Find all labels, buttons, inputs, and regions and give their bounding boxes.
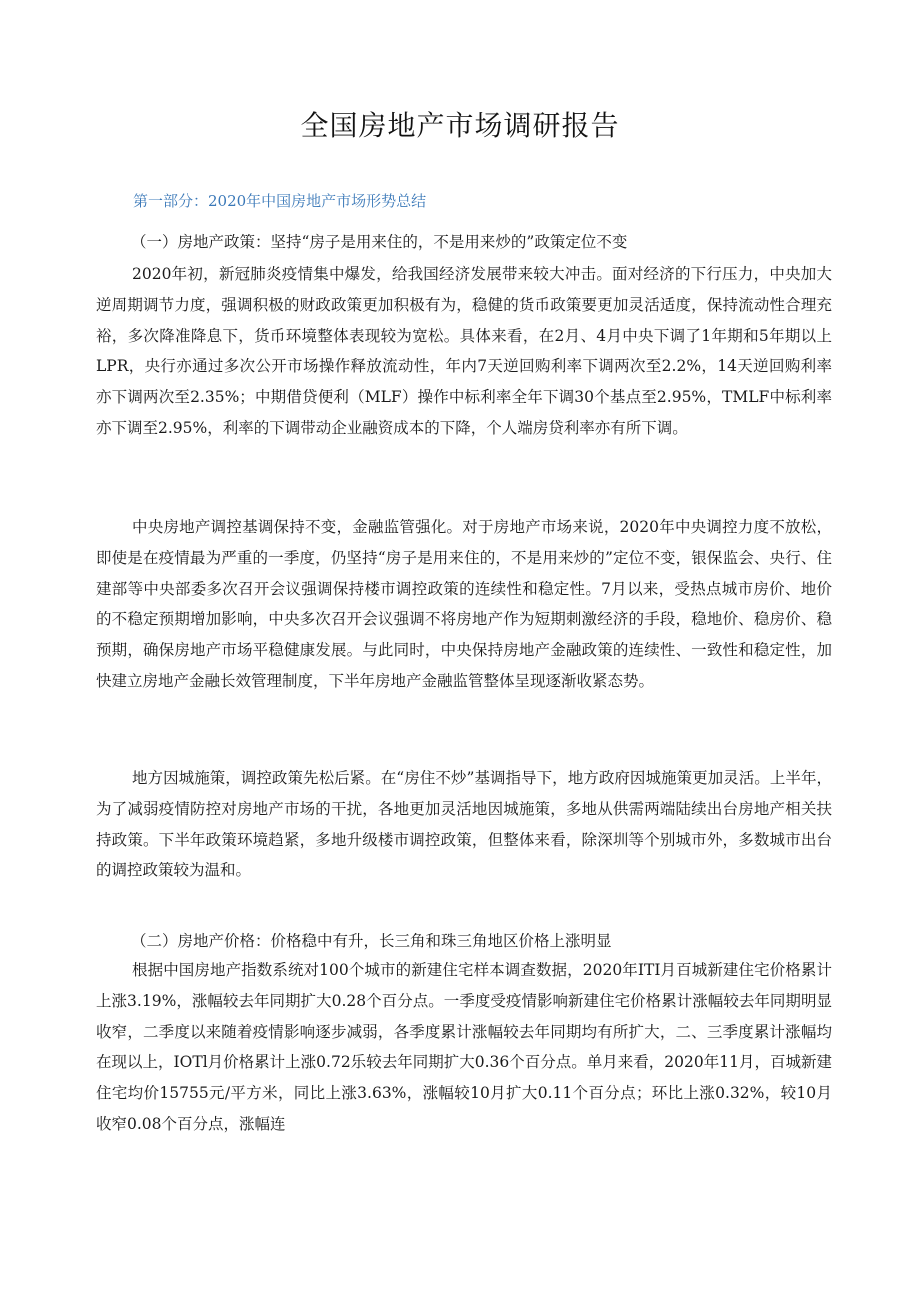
section-1-paragraph-1: 2020年初，新冠肺炎疫情集中爆发，给我国经济发展带来较大冲击。面对经济的下行压力，中央加大逆周期调节力度，强调积极的财政政策更加积极有为，稳健的货币政策要更加灵活适度，保持流动性合理充裕，多次降准降息下，货币环境整体表现较为宽松。具体来看，在2月、4月中央下调了1年期和5年期以上LPR，央行亦通过多次公开市场操作释放流动性，年内7天逆回购利率下调两次至2.2%，14天逆回购利率亦下调两次至2.35%；中期借贷便利（MLF）操作中标利率全年下调30个基点至2.95%，TMLF中标利率亦下调至2.95%，利率的下调带动企业融资成本的下降，个人端房贷利率亦有所下调。 <box>96 265 832 437</box>
section-2-paragraph-1: 根据中国房地产指数系统对100个城市的新建住宅样本调查数据，2020年ITI月百城新建住宅价格累计上涨3.19%，涨幅较去年同期扩大0.28个百分点。一季度受疫情影响新建住宅价格累计涨幅较去年同期明显收窄，二季度以来随着疫情影响逐步减弱，各季度累计涨幅较去年同期均有所扩大，二、三季度累计涨幅均在现以上，IOTl月价格累计上涨0.72乐较去年同期扩大0.36个百分点。单月来看，2020年11月，百城新建住宅均价15755元/平方米，同比上涨3.63%，涨幅较10月扩大0.11个百分点；环比上涨0.32%，较10月收窄0.08个百分点，涨幅连 <box>96 961 832 1133</box>
section-1-paragraph-3: 地方因城施策，调控政策先松后紧。在“房住不炒”基调指导下，地方政府因城施策更加灵活。上半年，为了减弱疫情防控对房地产市场的干扰，各地更加灵活地因城施策，多地从供需两端陆续出台房地产相关扶持政策。下半年政策环境趋紧，多地升级楼市调控政策，但整体来看，除深圳等个别城市外，多数城市出台的调控政策较为温和。 <box>96 769 832 880</box>
section-1-paragraph-2: 中央房地产调控基调保持不变，金融监管强化。对于房地产市场来说，2020年中央调控力度不放松，即使是在疫情最为严重的一季度，仍坚持“房子是用来住的，不是用来炒的”定位不变，银保监会、央行、住建部等中央部委多次召开会议强调保持楼市调控政策的连续性和稳定性。7月以来，受热点城市房价、地价的不稳定预期增加影响，中央多次召开会议强调不将房地产作为短期刺激经济的手段，稳地价、稳房价、稳预期，确保房地产市场平稳健康发展。与此同时，中央保持房地产金融政策的连续性、一致性和稳定性，加快建立房地产金融长效管理制度，下半年房地产金融监管整体呈现逐渐收紧态势。 <box>96 518 832 690</box>
section-1-heading: （一）房地产政策：坚持“房子是用来住的，不是用来炒的”政策定位不变 <box>131 233 628 251</box>
document-title: 全国房地产市场调研报告 <box>300 109 620 142</box>
section-2-heading: （二）房地产价格：价格稳中有升，长三角和珠三角地区价格上涨明显 <box>131 932 612 950</box>
part-heading: 第一部分：2020年中国房地产市场形势总结 <box>133 192 427 210</box>
